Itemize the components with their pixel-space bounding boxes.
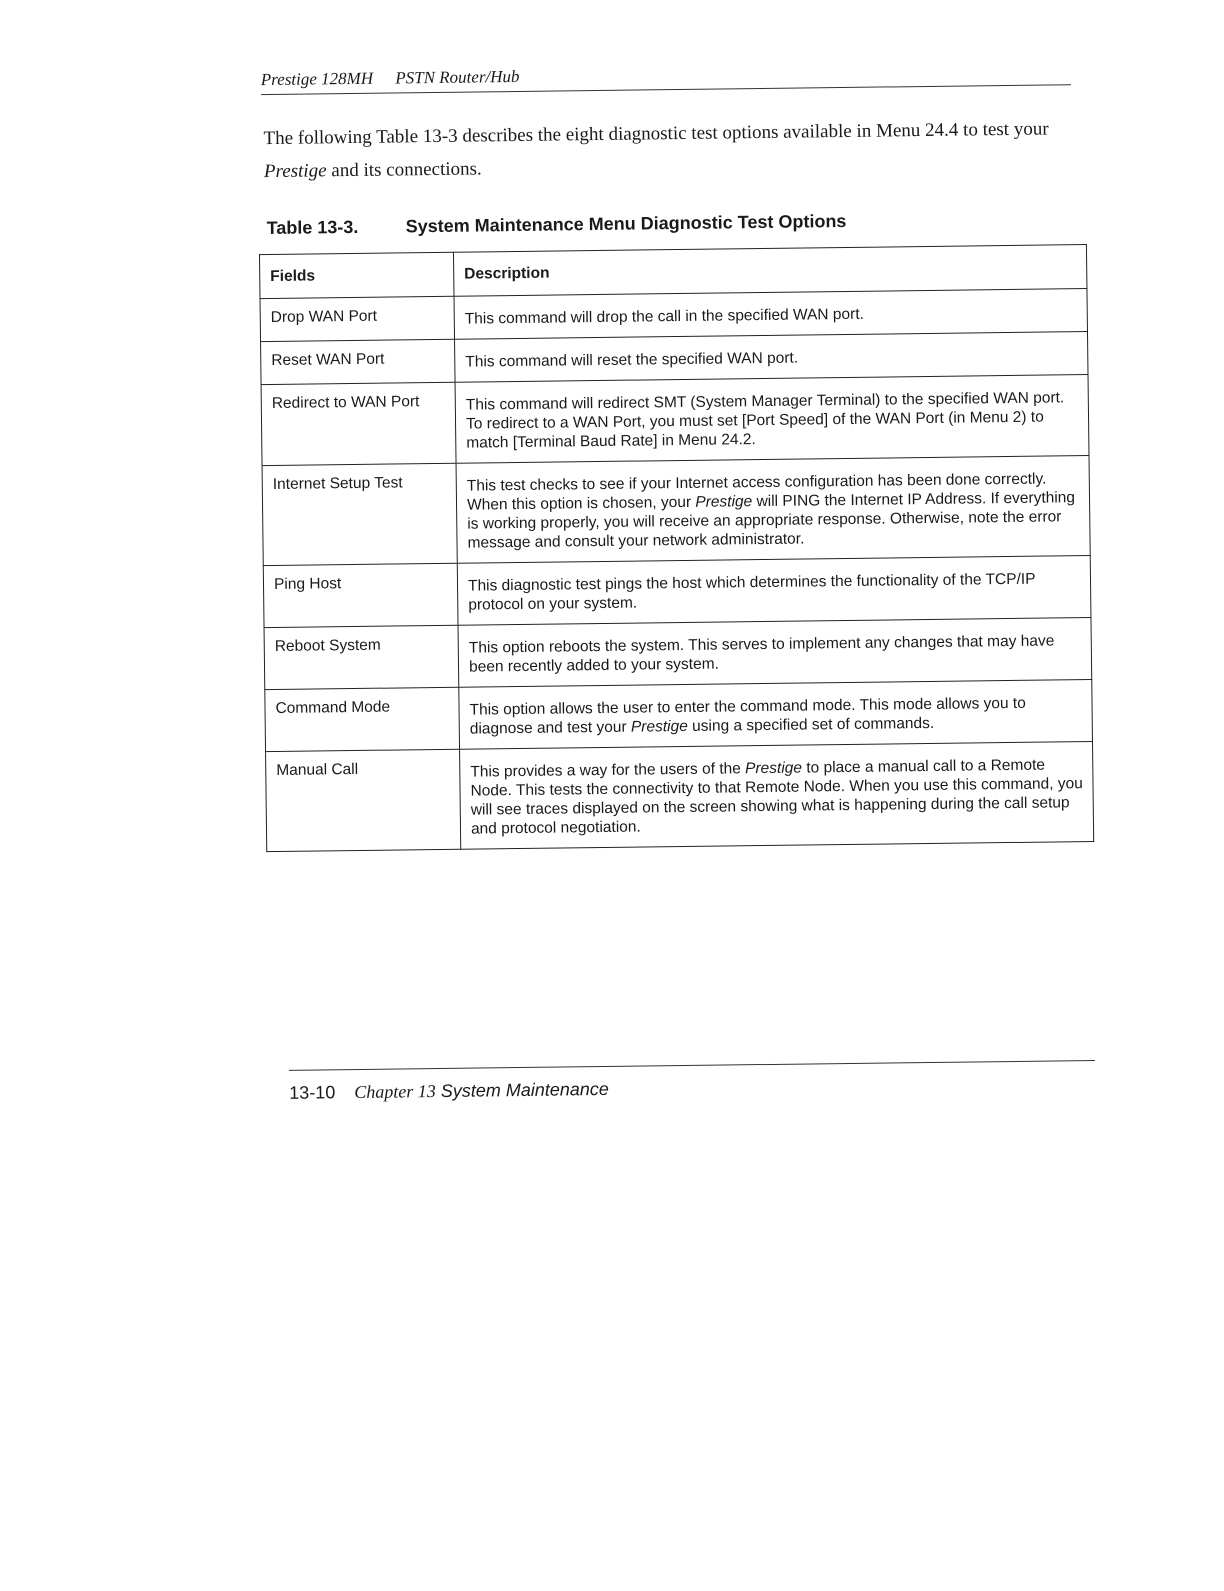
field-cell: Redirect to WAN Port	[261, 382, 456, 465]
intro-text-1: The following Table 13-3 describes the eight diagnostic test options available in Menu 24.4 to test your	[263, 118, 1049, 150]
description-cell	[458, 618, 1092, 688]
description-cell	[455, 375, 1089, 464]
field-cell: Command Mode	[265, 687, 460, 751]
table-row	[263, 556, 1091, 628]
table-title: System Maintenance Menu Diagnostic Test Options	[405, 210, 847, 237]
description-text: This option allows the user to enter the command mode. This mode allows you to diagnose and test your	[469, 694, 1026, 738]
field-cell: Reboot System	[264, 625, 459, 689]
description-text: using a specified set of commands.	[687, 714, 935, 735]
footer-chapter: Chapter 13	[354, 1081, 436, 1103]
description-emphasis: Prestige	[695, 493, 753, 511]
description-text: This test checks to see if your Internet access configuration has been done correctly. When this option is chosen, your	[466, 470, 1047, 514]
field-cell: Reset WAN Port	[261, 339, 456, 384]
running-header	[261, 60, 1071, 95]
description-cell	[460, 742, 1094, 850]
page-footer	[289, 1060, 1095, 1104]
description-emphasis: Prestige	[630, 717, 688, 736]
description-text: to place a manual call to a Remote Node. This tests the connectivity to that Remote Node. When you use this command, you will see traces displayed on the screen showing what is happening during the call setup and protocol negotiation.	[470, 756, 1083, 838]
description-text: This command will drop the call in the specified WAN port.	[464, 305, 864, 328]
description-text: This provides a way for the users of the	[470, 760, 746, 781]
diagnostic-options-table	[259, 244, 1094, 852]
table-caption	[267, 211, 847, 239]
field-cell: Ping Host	[263, 563, 458, 627]
description-emphasis: Prestige	[745, 759, 803, 778]
description-cell	[459, 680, 1093, 750]
description-text: This command will reset the specified WAN port.	[465, 349, 799, 371]
description-cell	[457, 556, 1091, 626]
field-cell: Manual Call	[266, 749, 461, 851]
description-cell	[454, 289, 1087, 340]
page-number: 13-10	[289, 1082, 336, 1103]
table-row	[265, 680, 1093, 752]
description-text: will PING the Internet IP Address. If everything is working properly, you will receive an appropriate response. Otherwise, note the error message and consult your network administrator.	[467, 489, 1076, 552]
description-cell	[455, 332, 1088, 383]
header-product: Prestige 128MH	[260, 68, 374, 90]
table-number: Table 13-3.	[266, 216, 359, 239]
intro-emphasis: Prestige	[263, 160, 327, 183]
column-header-description: Description	[453, 245, 1086, 297]
description-text: This option reboots the system. This serves to implement any changes that may have been recently added to your system.	[468, 632, 1055, 676]
column-header-fields: Fields	[259, 252, 454, 298]
description-cell	[456, 456, 1090, 564]
intro-paragraph	[263, 112, 1084, 188]
field-cell: Drop WAN Port	[260, 296, 455, 341]
table-row	[264, 618, 1092, 690]
header-subtitle: PSTN Router/Hub	[395, 66, 520, 88]
field-cell: Internet Setup Test	[262, 463, 457, 565]
table-row	[262, 456, 1090, 566]
table-row	[261, 375, 1089, 466]
footer-title: System Maintenance	[440, 1078, 610, 1101]
table-row	[266, 742, 1094, 852]
description-text: This diagnostic test pings the host which determines the functionality of the TCP/IP protocol on your system.	[467, 570, 1036, 614]
description-text: This command will redirect SMT (System Manager Terminal) to the specified WAN port. To redirect to a WAN Port, you must set [Port Speed] of the WAN Port (in Menu 2) to match [Terminal Baud Rate] in Menu 24.2.	[465, 389, 1065, 452]
intro-text-2: and its connections.	[326, 158, 482, 182]
